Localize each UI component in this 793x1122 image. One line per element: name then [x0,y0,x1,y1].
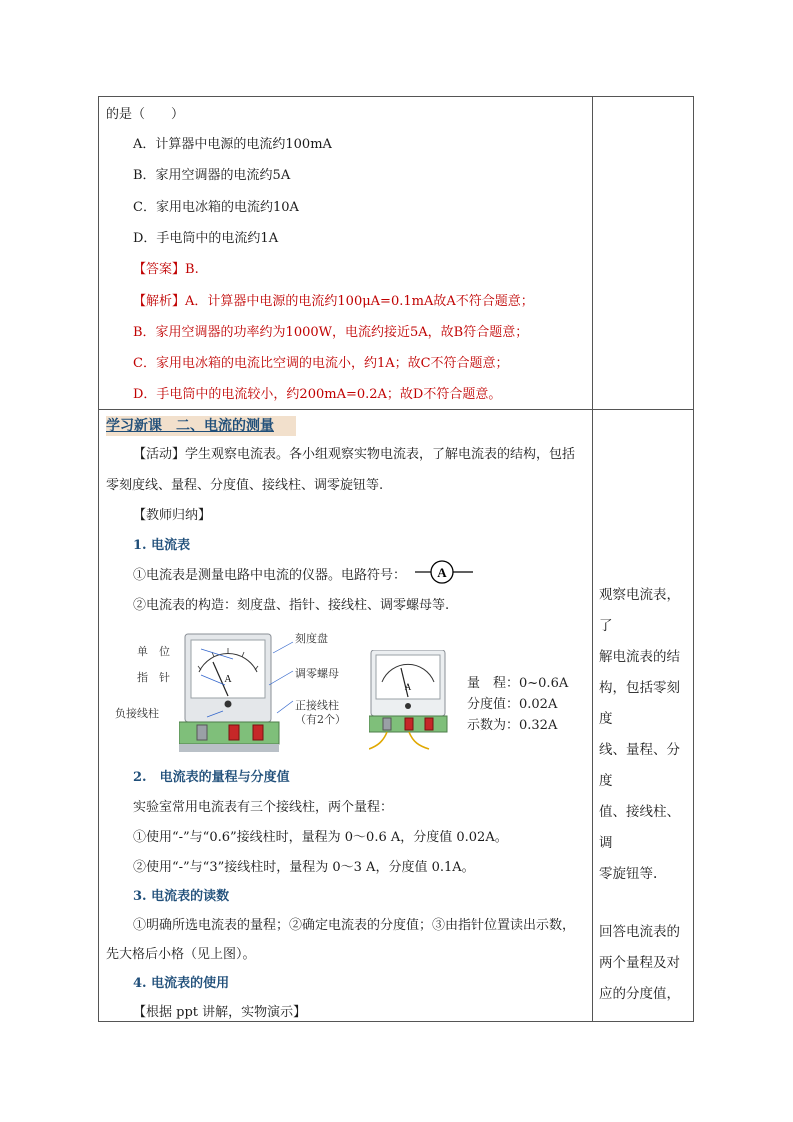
sidebar-note-answer [599,917,691,1010]
heading-range-division: 2. 电流表的量程与分度值 [133,770,290,785]
label-positive-terminal-count: （有2个） [295,713,346,726]
meter-letter: A [224,674,232,685]
circuit-symbol-icon [415,559,473,585]
usage-note: 【根据 ppt 讲解，实物演示】 [133,1005,307,1020]
range-intro: 实验室常用电流表有三个接线柱，两个量程： [133,800,394,815]
sidebar-note1-line1: 观察电流表，了 [599,587,680,634]
teacher-summary: 【教师归纳】 [133,508,212,523]
option-d: D．手电筒中的电流约1A [133,231,279,246]
sidebar-note1-line5: 值、接线柱、调 [599,804,680,851]
sidebar-note1-line3: 构，包括零刻度 [599,680,680,727]
section-header: 学习新课 二、电流的测量 [106,418,274,434]
sidebar-note2-line1: 回答电流表的 [599,924,680,940]
option-c: C．家用电冰箱的电流约10A [133,200,299,215]
heading-reading: 3. 电流表的读数 [133,889,230,904]
analysis-line-2: B．家用空调器的功率约为1000W，电流约接近5A，故B符合题意； [133,325,529,340]
option-b: B．家用空调器的电流约5A [133,168,291,183]
ammeter-structure: ②电流表的构造：刻度盘、指针、接线柱、调零螺母等. [133,598,450,613]
answer-value: B. [185,262,199,277]
sidebar-note1-line4: 线、量程、分度 [599,742,680,789]
sidebar-note2-line3: 应的分度值， [599,986,680,1002]
sidebar-note-observe [599,580,691,890]
heading-ammeter: 1. 电流表 [133,538,191,553]
ammeter-definition: ①电流表是测量电路中电流的仪器。电路符号： [133,568,407,583]
range-3: ②使用“-”与“3”接线柱时，量程为 0～3 A，分度值 0.1A。 [133,860,475,875]
figure-leader-lines [169,637,299,727]
label-positive-terminal: 正接线柱 [295,699,339,712]
column-divider [592,97,593,1021]
activity-text-cont: 零刻度线、量程、分度值、接线柱、调零旋钮等. [106,478,384,493]
label-dial: 刻度盘 [295,632,328,645]
question-stem: 的是（ ） [106,107,185,122]
option-a: A．计算器中电源的电流约100mA [133,137,332,152]
answer-tag: 【答案】 [133,262,186,277]
range-06: ①使用“-”与“0.6”接线柱时，量程为 0～0.6 A，分度值 0.02A。 [133,830,508,845]
analysis-line-4: D．手电筒中的电流较小，约200mA=0.2A；故D不符合题意。 [133,387,502,402]
sidebar-note1-line2: 解电流表的结 [599,649,680,665]
sidebar-note1-line6: 零旋钮等. [599,866,658,882]
analysis-line-3: C．家用电冰箱的电流比空调的电流小，约1A；故C不符合题意； [133,356,509,371]
analysis-text-1: A．计算器中电源的电流约100μA=0.1mA故A不符合题意； [185,294,534,309]
svg-text:A: A [404,682,412,692]
lesson-table [98,96,694,1022]
reading-steps-cont: 先大格后小格（见上图）。 [106,947,256,962]
heading-usage: 4. 电流表的使用 [133,976,230,991]
ammeter-small-figure [369,650,449,750]
analysis-line-1 [133,294,534,310]
spec-division: 分度值：0.02A [467,697,558,712]
circuit-symbol-letter: A [437,565,447,580]
reading-steps: ①明确所选电流表的量程；②确定电流表的分度值；③由指针位置读出示数， [133,918,576,933]
spec-reading: 示数为：0.32A [467,718,558,733]
spec-range: 量 程：0~0.6A [467,676,569,691]
label-pointer: 指 针 [137,671,170,684]
label-negative-terminal: 负接线柱 [115,707,159,720]
sidebar-note2-line2: 两个量程及对 [599,955,680,971]
answer-line [133,262,199,278]
activity-text: 【活动】学生观察电流表。各小组观察实物电流表，了解电流表的结构，包括 [133,447,576,462]
label-zero-adjust: 调零螺母 [295,667,339,680]
row-divider [99,409,693,410]
label-unit: 单 位 [137,645,170,658]
analysis-tag: 【解析】 [133,294,186,309]
